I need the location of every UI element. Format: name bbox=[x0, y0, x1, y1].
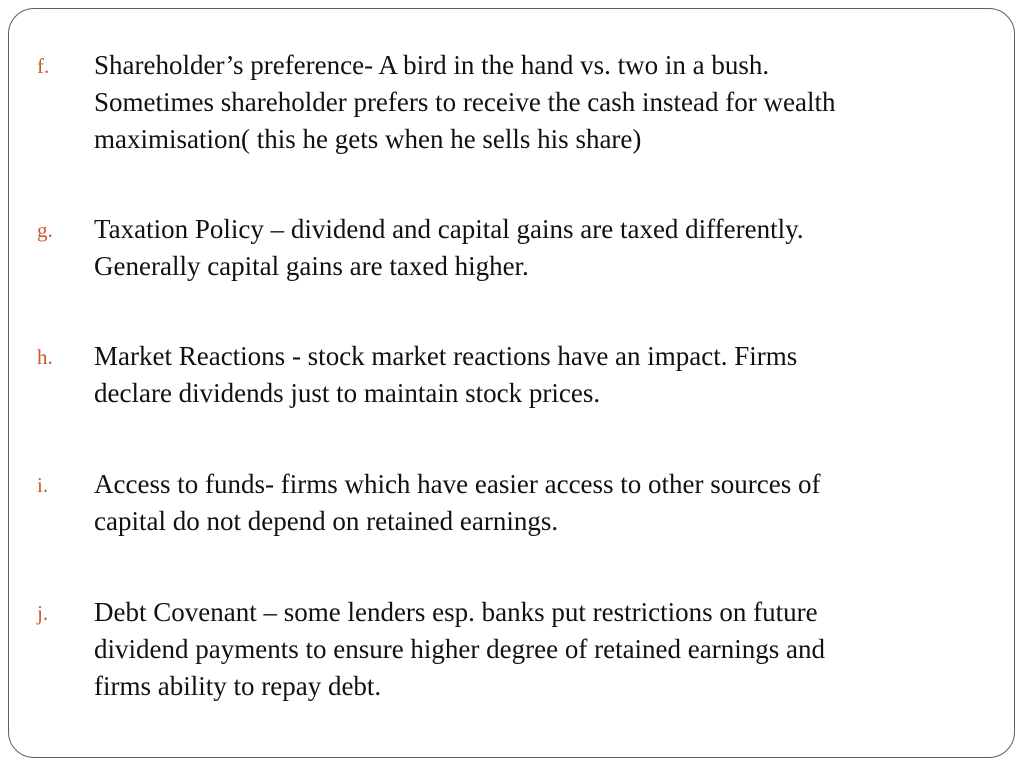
text-line: Generally capital gains are taxed higher. bbox=[94, 251, 529, 281]
list-item-text bbox=[94, 338, 974, 412]
text-line: Taxation Policy – dividend and capital gains are taxed differently. bbox=[94, 214, 804, 244]
list-item-text bbox=[94, 47, 974, 158]
text-line: maximisation( this he gets when he sells his share) bbox=[94, 124, 642, 154]
text-line: declare dividends just to maintain stock prices. bbox=[94, 378, 601, 408]
list-item-text bbox=[94, 594, 974, 705]
text-line: Access to funds- firms which have easier access to other sources of bbox=[94, 469, 821, 499]
list-item-text bbox=[94, 211, 974, 285]
text-line: Shareholder’s preference- A bird in the hand vs. two in a bush. bbox=[94, 50, 770, 80]
list-marker: f. bbox=[37, 54, 50, 78]
text-line: Debt Covenant – some lenders esp. banks put restrictions on future bbox=[94, 597, 818, 627]
text-line: Market Reactions - stock market reactions have an impact. Firms bbox=[94, 341, 798, 371]
text-line: dividend payments to ensure higher degree of retained earnings and bbox=[94, 634, 825, 664]
text-line: firms ability to repay debt. bbox=[94, 671, 382, 701]
list-marker: h. bbox=[37, 345, 53, 369]
list-marker: i. bbox=[37, 473, 49, 497]
list-marker: j. bbox=[37, 601, 49, 625]
text-line: Sometimes shareholder prefers to receive the cash instead for wealth bbox=[94, 87, 836, 117]
text-line: capital do not depend on retained earnings. bbox=[94, 506, 559, 536]
list-marker: g. bbox=[37, 218, 53, 242]
list-item-text bbox=[94, 466, 974, 540]
